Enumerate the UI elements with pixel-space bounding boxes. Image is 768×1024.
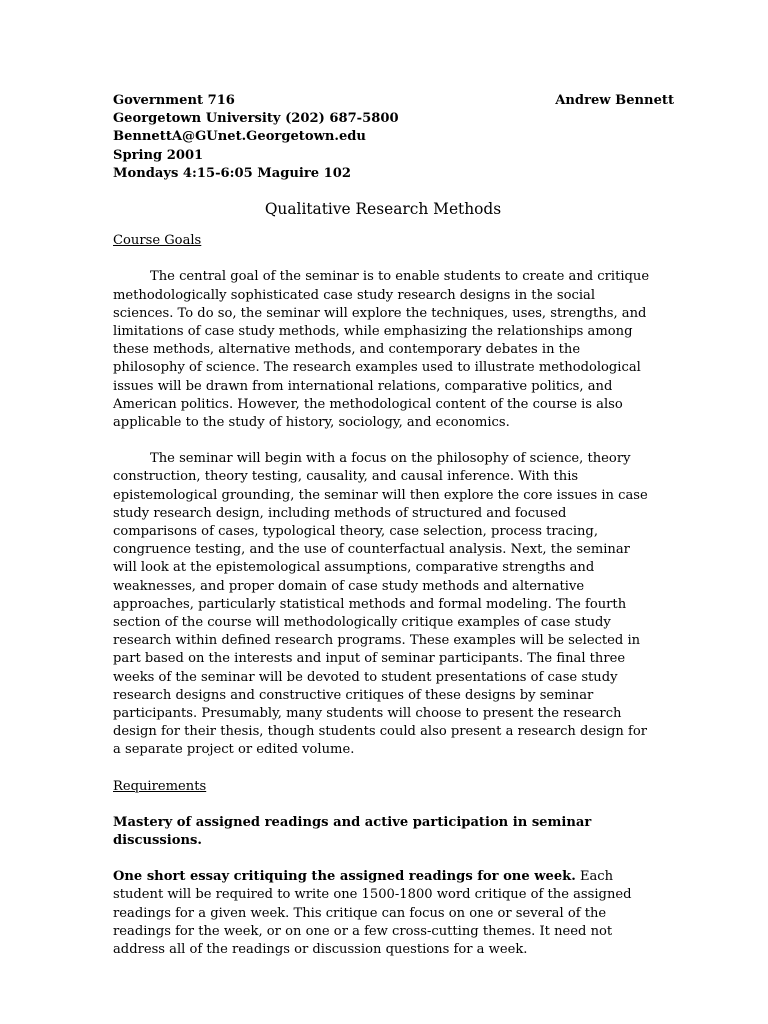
course-schedule: Mondays 4:15-6:05 Maguire 102 (113, 165, 351, 181)
document-page (113, 92, 674, 977)
instructor-name: Andrew Bennett (555, 93, 674, 108)
university-phone: Georgetown University (202) 687-5800 (113, 111, 399, 127)
course-goals-heading: Course Goals (113, 233, 202, 249)
course-number: Government 716 (113, 93, 235, 108)
requirement-participation: Mastery of assigned readings and active participation in seminar discussions. (113, 814, 592, 849)
instructor-email: BennettA@GUnet.Georgetown.edu (113, 129, 366, 145)
requirement-essay-description: Each student will be required to write one 1500-1800 word critique of the assigned readings for a given week. This critique can focus on one or several of the readings for the week, or on one or a few cross-cutting themes. It need not address all of the readings or discussion questions for a week. (113, 869, 632, 958)
course-header (113, 92, 674, 183)
requirements-heading: Requirements (113, 778, 207, 794)
course-goals-paragraph-1: The central goal of the seminar is to enable students to create and critique methodologically sophisticated case study research designs in the social sciences. To do so, the seminar will explore the techniques, uses, strengths, and limitations of case study methods, while emphasizing the relationships among these methods, alternative methods, and contemporary debates in the philosophy of science. The research examples used to illustrate methodological issues will be drawn from international relations, comparative politics, and American politics. However, the methodological content of the course is also applicable to the study of history, sociology, and economics. (113, 269, 650, 430)
course-term: Spring 2001 (113, 147, 204, 163)
requirement-essay-title: One short essay critiquing the assigned readings for one week. (113, 869, 576, 885)
course-goals-paragraph-2: The seminar will begin with a focus on the philosophy of science, theory construction, theory testing, causality, and causal inference. With this epistemological grounding, the seminar will then explore the core issues in case study research design, including methods of structured and focused comparisons of cases, typological theory, case selection, process tracing, congruence testing, and the use of counterfactual analysis. Next, the seminar will look at the epistemological assumptions, comparative strengths and weaknesses, and proper domain of case study methods and alternative approaches, particularly statistical methods and formal modeling. The fourth section of the course will methodologically critique examples of case study research within defined research programs. These examples will be selected in part based on the interests and input of seminar participants. The final three weeks of the seminar will be devoted to student presentations of case study research designs and constructive critiques of these designs by seminar participants. Presumably, many students will choose to present the research design for their thesis, though students could also present a research design for a separate project or edited volume. (113, 451, 648, 758)
requirement-essay (113, 868, 653, 959)
document-title: Qualitative Research Methods (264, 199, 502, 218)
